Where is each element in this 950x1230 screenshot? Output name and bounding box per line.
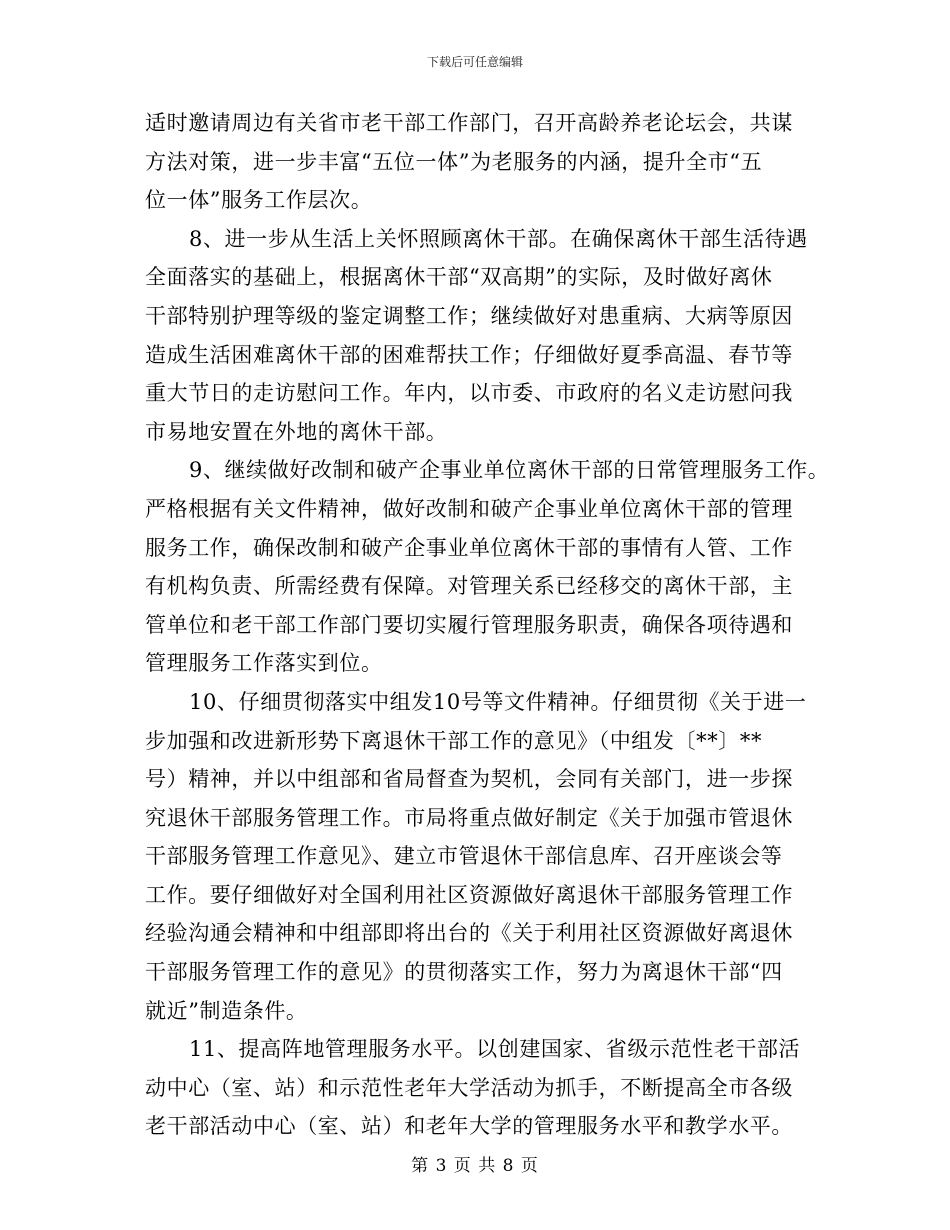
text-line: 号）精神，并以中组部和省局督查为契机，会同有关部门，进一步探 [145, 767, 793, 792]
text-line: 工作。要仔细做好对全国利用社区资源做好离退休干部服务管理工作 [145, 882, 793, 907]
text-line: 有机构负责、所需经费有保障。对管理关系已经移交的离休干部，主 [145, 574, 793, 599]
text-line: 步加强和改进新形势下离退休干部工作的意见》（中组发〔**〕** [145, 728, 763, 753]
text-line: 适时邀请周边有关省市老干部工作部门，召开高龄养老论坛会，共谋 [145, 111, 793, 135]
text-line: 全面落实的基础上，根据离休干部“双高期”的实际，及时做好离休 [145, 265, 773, 290]
text-line: 管单位和老干部工作部门要切实履行管理服务职责，确保各项待遇和 [145, 612, 793, 637]
text-line: 重大节日的走访慰问工作。年内，以市委、市政府的名义走访慰问我 [145, 381, 793, 406]
text-line: 老干部活动中心（室、站）和老年大学的管理服务水平和教学水平。 [145, 1114, 793, 1139]
text-line: 管理服务工作落实到位。 [145, 651, 383, 676]
text-line: 究退休干部服务管理工作。市局将重点做好制定《关于加强市管退休 [145, 805, 793, 830]
text-line: 方法对策，进一步丰富“五位一体”为老服务的内涵，提升全市“五 [145, 149, 763, 174]
text-line: 干部特别护理等级的鉴定调整工作；继续做好对患重病、大病等原因 [145, 303, 793, 328]
paragraph [145, 683, 825, 1030]
text-line: 11、提高阵地管理服务水平。以创建国家、省级示范性老干部活 [189, 1037, 801, 1062]
text-line: 位一体”服务工作层次。 [145, 188, 373, 213]
text-line: 9、继续做好改制和破产企事业单位离休干部的日常管理服务工作。 [189, 458, 830, 483]
text-line: 10、仔细贯彻落实中组发10号等文件精神。仔细贯彻《关于进一 [189, 689, 807, 714]
text-line: 严格根据有关文件精神，做好改制和破产企事业单位离休干部的管理 [145, 496, 793, 521]
page-footer: 第 3 页 共 8 页 [411, 1156, 539, 1176]
paragraph [145, 104, 825, 220]
text-line: 动中心（室、站）和示范性老年大学活动为抓手，不断提高全市各级 [145, 1075, 793, 1100]
text-line: 干部服务管理工作意见》、建立市管退休干部信息库、召开座谈会等 [145, 844, 783, 869]
document-body [145, 104, 830, 1146]
page-header: 下载后可任意编辑 [426, 55, 523, 69]
paragraph [145, 220, 825, 452]
text-line: 造成生活困难离休干部的困难帮扶工作；仔细做好夏季高温、春节等 [145, 342, 793, 367]
paragraph [145, 1030, 825, 1146]
text-line: 经验沟通会精神和中组部即将出台的《关于利用社区资源做好离退休 [145, 921, 793, 946]
text-line: 就近”制造条件。 [145, 998, 308, 1023]
text-line: 服务工作，确保改制和破产企事业单位离休干部的事情有人管、工作 [145, 535, 793, 560]
text-line: 市易地安置在外地的离休干部。 [145, 419, 448, 444]
text-line: 干部服务管理工作的意见》的贯彻落实工作，努力为离退休干部“四 [145, 960, 783, 985]
text-line: 8、进一步从生活上关怀照顾离休干部。在确保离休干部生活待遇 [189, 226, 808, 251]
paragraph [145, 451, 830, 683]
